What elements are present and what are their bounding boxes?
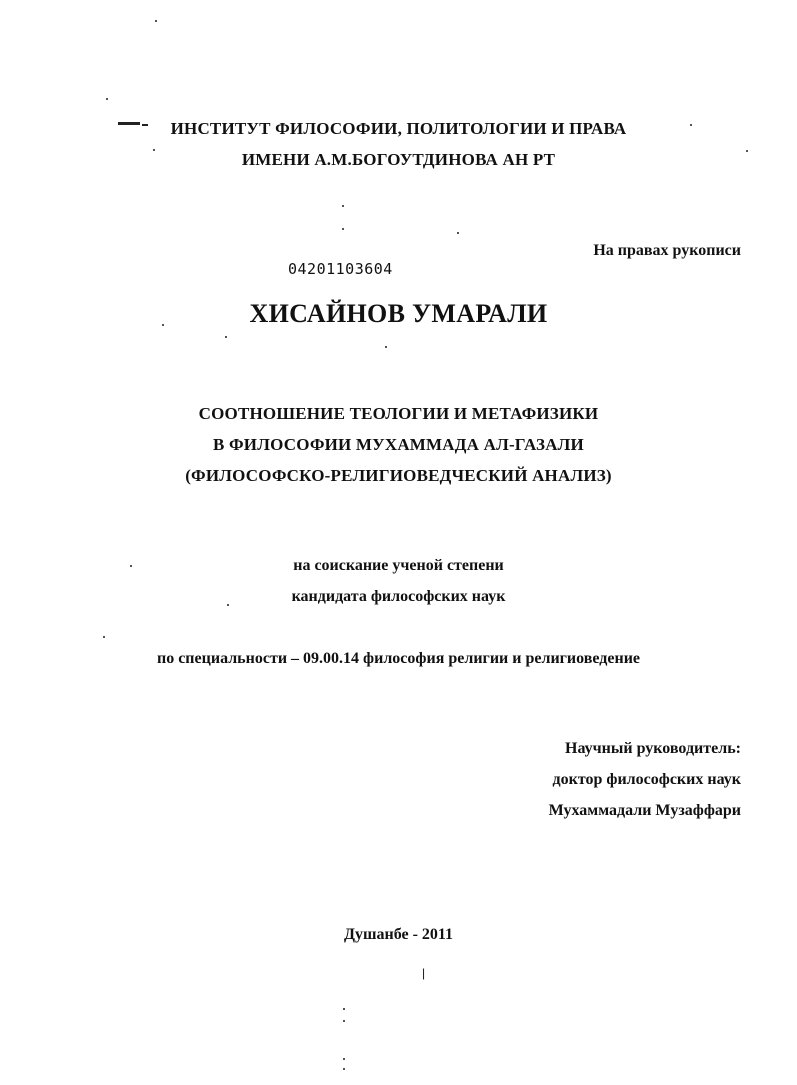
scan-speck <box>343 1008 345 1010</box>
author-name: ХИСАЙНОВ УМАРАЛИ <box>249 299 548 328</box>
scan-speck <box>342 228 344 230</box>
scan-speck <box>103 636 105 638</box>
degree-line-1: на соискание ученой степени <box>293 557 504 574</box>
scan-speck <box>457 232 459 234</box>
institute-name-line-1: ИНСТИТУТ ФИЛОСОФИИ, ПОЛИТОЛОГИИ И ПРАВА <box>170 119 627 138</box>
supervisor-label: Научный руководитель: <box>565 740 741 757</box>
specialty-line: по специальности – 09.00.14 философия религии и религиоведение <box>156 650 641 667</box>
scan-speck <box>155 20 157 22</box>
scan-speck <box>343 1020 345 1022</box>
scan-speck <box>343 1068 345 1070</box>
archive-number-stamp: 04201103604 <box>288 260 393 278</box>
scan-speck <box>225 336 227 338</box>
thesis-title-line-3: (ФИЛОСОФСКО-РЕЛИГИОВЕДЧЕСКИЙ АНАЛИЗ) <box>185 466 612 485</box>
supervisor-degree: доктор философских наук <box>552 771 741 788</box>
scan-tick-mark: | <box>422 966 426 980</box>
scan-speck <box>343 1058 345 1060</box>
thesis-title-line-2: В ФИЛОСОФИИ МУХАММАДА АЛ-ГАЗАЛИ <box>213 435 584 454</box>
scan-speck <box>106 98 108 100</box>
supervisor-name: Мухаммадали Музаффари <box>548 802 741 819</box>
place-and-year: Душанбе - 2011 <box>343 926 454 943</box>
thesis-title-line-1: СООТНОШЕНИЕ ТЕОЛОГИИ И МЕТАФИЗИКИ <box>198 404 599 423</box>
institute-name-line-2: ИМЕНИ А.М.БОГОУТДИНОВА АН РТ <box>241 150 556 169</box>
degree-line-2: кандидата философских наук <box>291 588 506 605</box>
scan-speck <box>385 346 387 348</box>
scan-speck <box>342 205 344 207</box>
manuscript-rights-note: На правах рукописи <box>593 242 741 259</box>
